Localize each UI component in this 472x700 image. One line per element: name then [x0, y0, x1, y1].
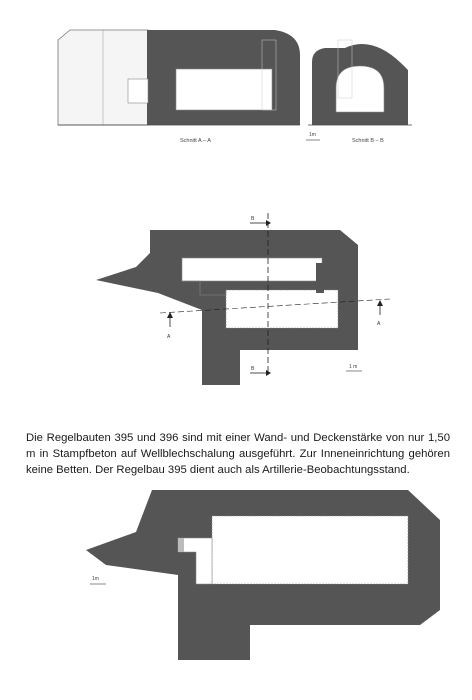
section-label-a: Schnitt A – A [180, 138, 211, 144]
corridor-plan-upper [182, 258, 322, 281]
scale-label-sections: 1m [309, 132, 316, 138]
caption-text: Die Regelbauten 395 und 396 sind mit einer Wand- und Deckenstärke von nur 1,50 m in Stampfbeton auf Wellblechschalung ausgeführt. Zur Inneneinrichtung gehören keine Betten. Der Regelbau 395 dient auch als Artillerie-Beobachtungsstand. [26, 432, 450, 476]
plan-lower [0, 480, 472, 685]
marker-b-top: B [251, 216, 255, 222]
section-drawings-svg [0, 0, 472, 160]
arrow-a-left-head [167, 312, 173, 318]
chamber-plan-upper [226, 290, 338, 328]
plan-upper-svg [0, 205, 472, 385]
wall-block-upper [316, 263, 324, 293]
opening-section-a [128, 79, 148, 103]
scale-label-lower: 1m [92, 576, 99, 582]
scale-label-upper: 1 m [349, 364, 358, 370]
section-drawings [0, 0, 472, 165]
chamber-section-a [176, 69, 272, 110]
plan-lower-svg [0, 480, 472, 680]
marker-b-bottom: B [251, 366, 255, 372]
chamber-section-b [336, 66, 384, 112]
marker-a-right: A [377, 321, 381, 327]
plan-upper [0, 205, 472, 390]
arrow-b-bottom-head [266, 370, 271, 376]
chamber-plan-lower [212, 516, 408, 584]
arrow-b-top-head [266, 220, 271, 226]
door-plan-lower [178, 538, 184, 552]
arrow-a-right-head [377, 300, 383, 306]
section-label-b: Schnitt B – B [352, 138, 384, 144]
marker-a-left: A [167, 334, 171, 340]
